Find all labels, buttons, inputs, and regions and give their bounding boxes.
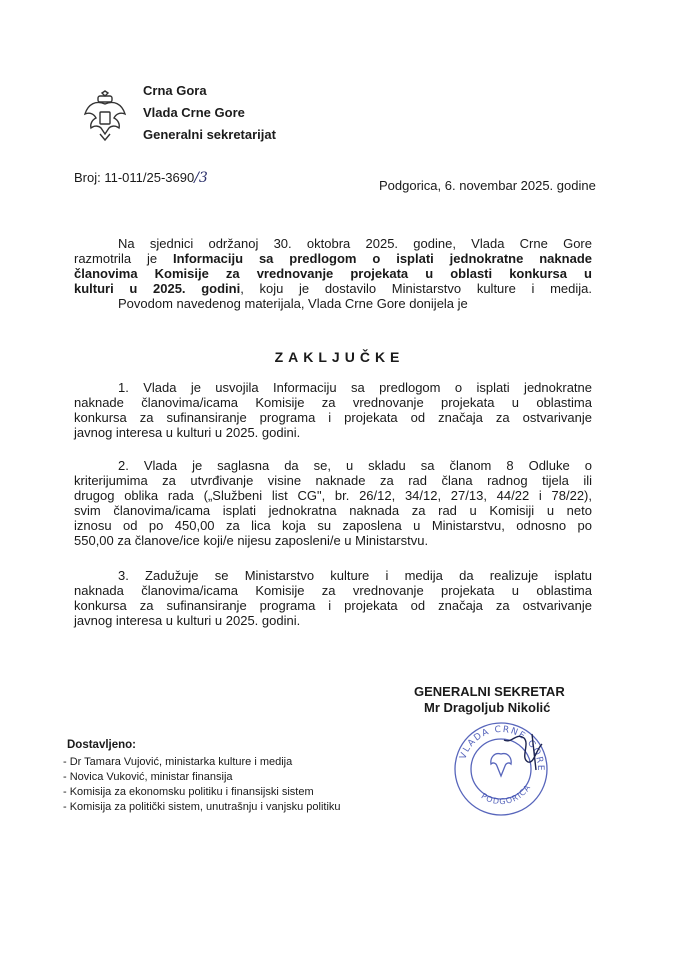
svg-text:VLADA CRNE GORE: VLADA CRNE GORE [458,724,546,773]
official-stamp [446,714,556,824]
intro-line-2-plain: razmotrila je [74,251,173,266]
intro-line-5: Povodom navedenog materijala, Vlada Crne Gore donijela je [118,296,468,311]
conclusion-2-line: kriterijumima za utvrđivanje visine naknade za rad člana radnog tijela ili [74,473,592,488]
signatory-title: GENERALNI SEKRETAR [414,684,565,699]
header-government: Vlada Crne Gore [143,105,245,120]
intro-line-4-plain: , koju je dostavilo Ministarstvo kulture i medija. [240,281,592,296]
intro-line-2-bold: Informaciju sa predlogom o isplati jednokratne naknade [172,251,592,266]
place-and-date: Podgorica, 6. novembar 2025. godine [379,178,596,193]
conclusion-2-line: 2. Vlada je saglasna da se, u skladu sa članom 8 Odluke o [118,458,592,473]
handwritten-reference-suffix: /3 [194,170,208,186]
conclusion-3-line: javnog interesa u kulturi u 2025. godini. [74,613,301,628]
intro-paragraph [74,236,592,311]
conclusion-1-line: 1. Vlada je usvojila Informaciju sa predlogom o isplati jednokratne [118,380,592,395]
intro-line-1: Na sjednici održanoj 30. oktobra 2025. godine, Vlada Crne Gore [118,236,592,251]
conclusion-2-line: iznosu od po 450,00 za lica koja su zaposlena u Ministarstvu, odnosno po [74,518,592,533]
conclusion-2-line: 550,00 za članove/ice koji/e nijesu zaposleni/e u Ministarstvu. [74,533,429,548]
reference-number [74,170,208,186]
conclusion-1 [74,380,592,440]
intro-line-2 [74,251,592,266]
conclusion-2-line: svim članovima/icama isplati jednokratna naknada za rad u Komisiji u neto [74,503,592,518]
conclusion-1-line: naknade članovima/icama Komisije za vrednovanje projekata u oblastima [74,395,592,410]
conclusion-1-line: javnog interesa u kulturi u 2025. godini. [74,425,301,440]
conclusion-3-line: konkursa za sufinansiranje programa i projekata od značaja za ostvarivanje [74,598,592,613]
header-office: Generalni sekretarijat [143,127,276,142]
conclusion-3-line: 3. Zadužuje se Ministarstvo kulture i medija da realizuje isplatu [118,568,592,583]
distribution-item: - Dr Tamara Vujović, ministarka kulture i medija [63,756,293,768]
header-country: Crna Gora [143,83,207,98]
signatory-name: Mr Dragoljub Nikolić [424,700,551,715]
coat-of-arms-emblem [82,90,128,142]
conclusion-2 [74,458,592,548]
conclusion-2-line: drugog oblika rada („Službeni list CG", br. 26/12, 34/12, 27/13, 44/22 i 78/22), [74,488,592,503]
intro-line-4-bold: kulturi u 2025. godini [74,281,241,296]
distribution-item: - Komisija za politički sistem, unutrašnju i vanjsku politiku [63,801,341,813]
conclusions-heading: ZAKLJUČKE [274,349,405,365]
intro-line-4 [74,281,592,296]
intro-line-3: članovima Komisije za vrednovanje projekata u oblasti konkursa u [74,266,592,281]
conclusion-1-line: konkursa za sufinansiranje programa i projekata od značaja za ostvarivanje [74,410,592,425]
distribution-item: - Komisija za ekonomsku politiku i finansijski sistem [63,786,314,798]
distribution-title: Dostavljeno: [67,739,137,751]
reference-label: Broj: 11-011/25-3690 [74,170,195,185]
conclusion-3-line: naknada članovima/icama Komisije za vrednovanje projekata u oblastima [74,583,592,598]
conclusion-3 [74,568,592,628]
svg-text:PODGORICA: PODGORICA [479,782,533,807]
distribution-item: - Novica Vuković, ministar finansija [63,771,233,783]
